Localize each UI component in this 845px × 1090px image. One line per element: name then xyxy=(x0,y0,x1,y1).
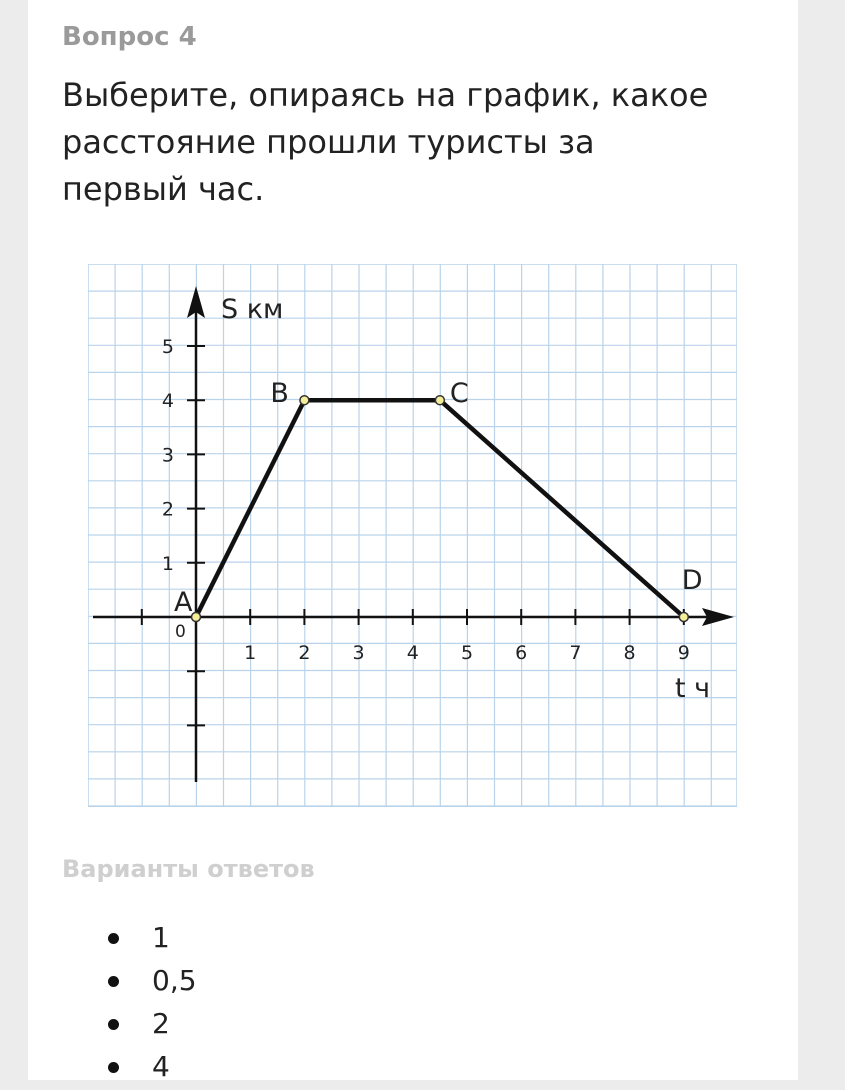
answer-option-2[interactable] xyxy=(62,961,197,1004)
bullet-icon xyxy=(108,1019,119,1030)
point-c-marker xyxy=(435,396,444,405)
point-d-marker xyxy=(679,613,688,622)
x-tick-label: 8 xyxy=(623,642,636,664)
origin-label: 0 xyxy=(175,622,186,642)
x-tick-label: 6 xyxy=(515,642,528,664)
answer-option-1[interactable] xyxy=(62,918,197,961)
x-tick-label: 4 xyxy=(406,642,419,664)
point-a-label: A xyxy=(174,587,193,618)
answer-option-label: 4 xyxy=(152,1050,170,1083)
y-tick-label: 4 xyxy=(161,390,174,413)
point-c-label: C xyxy=(449,378,469,410)
x-tick-label: 1 xyxy=(244,642,257,664)
x-axis-label: t ч xyxy=(675,673,711,704)
question-text: Выберите, опираясь на график, какое расстояние прошли туристы за первый час. xyxy=(62,76,709,208)
answers-heading: Варианты ответов xyxy=(62,855,315,883)
x-tick-label: 3 xyxy=(352,642,365,664)
point-b-marker xyxy=(300,396,309,405)
point-a-marker xyxy=(192,613,201,622)
bullet-icon xyxy=(108,976,119,987)
bullet-icon xyxy=(108,933,119,944)
question-number: Вопрос 4 xyxy=(62,22,197,52)
distance-time-chart xyxy=(88,264,737,807)
answer-option-label: 2 xyxy=(152,1007,170,1040)
y-tick-label: 5 xyxy=(161,336,174,358)
y-axis-label: S км xyxy=(221,294,284,325)
answer-option-label: 1 xyxy=(152,921,170,954)
answer-option-label: 0,5 xyxy=(152,964,197,997)
x-tick-label: 7 xyxy=(569,642,582,664)
answer-list xyxy=(62,918,197,1090)
answer-option-4[interactable] xyxy=(62,1047,197,1090)
x-tick-label: 5 xyxy=(460,642,474,664)
x-tick-label: 2 xyxy=(298,642,311,664)
x-tick-label: 9 xyxy=(677,642,690,664)
answer-option-3[interactable] xyxy=(62,1004,197,1047)
y-tick-label: 3 xyxy=(161,444,174,467)
y-tick-label: 1 xyxy=(161,552,174,575)
point-d-label: D xyxy=(681,565,703,596)
point-b-label: B xyxy=(270,378,289,410)
bullet-icon xyxy=(108,1062,119,1073)
y-tick-label: 2 xyxy=(161,498,174,521)
chart-grid xyxy=(88,264,737,807)
